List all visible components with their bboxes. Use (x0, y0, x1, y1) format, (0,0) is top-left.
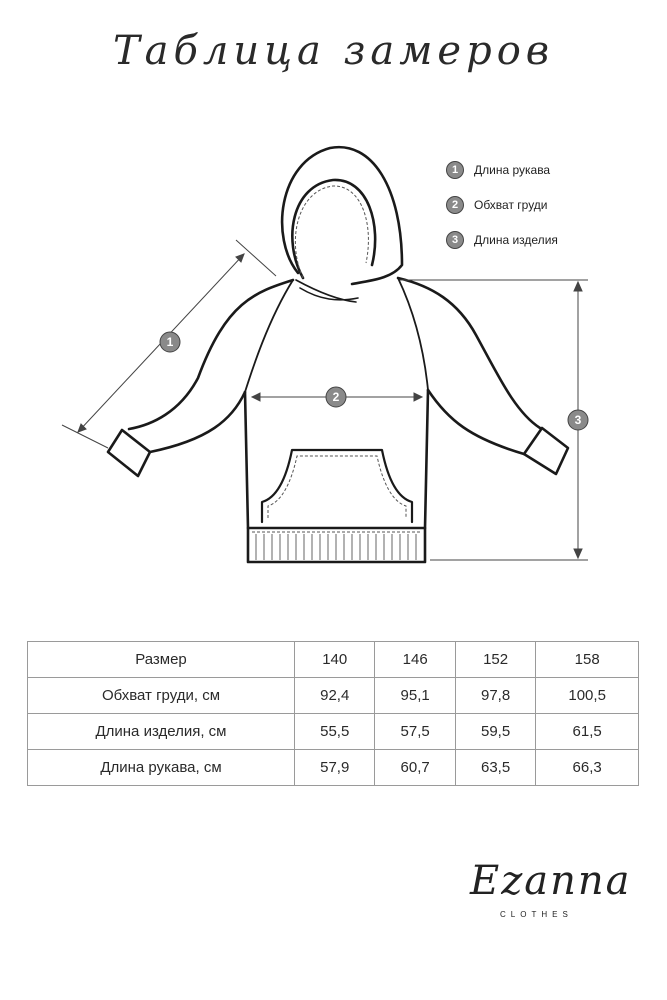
hoodie-diagram (0, 130, 667, 570)
table-header-cell: 158 (536, 642, 639, 678)
table-cell: 95,1 (375, 678, 455, 714)
table-cell: 63,5 (455, 750, 535, 786)
table-cell: 97,8 (455, 678, 535, 714)
table-cell: 57,5 (375, 714, 455, 750)
brand-subtitle: CLOTHES (500, 910, 573, 919)
brand-logo (470, 858, 640, 928)
table-cell: 57,9 (295, 750, 375, 786)
page-title: Таблица замеров (112, 28, 555, 74)
table-header-cell: Размер (28, 642, 295, 678)
table-row-label: Длина рукава, см (28, 750, 295, 786)
table-cell: 100,5 (536, 678, 639, 714)
table-header-cell: 146 (375, 642, 455, 678)
table-cell: 61,5 (536, 714, 639, 750)
marker-length-number: 3 (574, 413, 582, 427)
stitch-lines (252, 186, 421, 532)
table-row (28, 678, 639, 714)
table-row (28, 750, 639, 786)
table-header-cell: 152 (455, 642, 535, 678)
size-table (27, 641, 639, 786)
rib-texture (256, 534, 416, 560)
table-cell: 59,5 (455, 714, 535, 750)
legend-label: Длина рукава (474, 163, 551, 177)
marker-sleeve-length (160, 332, 180, 352)
legend-label: Обхват груди (474, 198, 548, 212)
table-header-cell: 140 (295, 642, 375, 678)
measurement-guides (62, 240, 588, 560)
marker-garment-length (568, 410, 588, 430)
legend-marker-3: 3 (446, 231, 464, 249)
legend-label: Длина изделия (474, 233, 558, 247)
table-row (28, 714, 639, 750)
legend-marker-1: 1 (446, 161, 464, 179)
table-row-label: Обхват груди, см (28, 678, 295, 714)
table-cell: 92,4 (295, 678, 375, 714)
table-header-row (28, 642, 639, 678)
brand-name: Ezanna (470, 858, 632, 904)
hoodie-outline (108, 147, 568, 562)
table-cell: 66,3 (536, 750, 639, 786)
table-row-label: Длина изделия, см (28, 714, 295, 750)
marker-sleeve-number: 1 (166, 335, 174, 349)
table-cell: 55,5 (295, 714, 375, 750)
marker-chest-girth (326, 387, 346, 407)
legend-marker-2: 2 (446, 196, 464, 214)
table-cell: 60,7 (375, 750, 455, 786)
marker-chest-number: 2 (332, 390, 340, 404)
